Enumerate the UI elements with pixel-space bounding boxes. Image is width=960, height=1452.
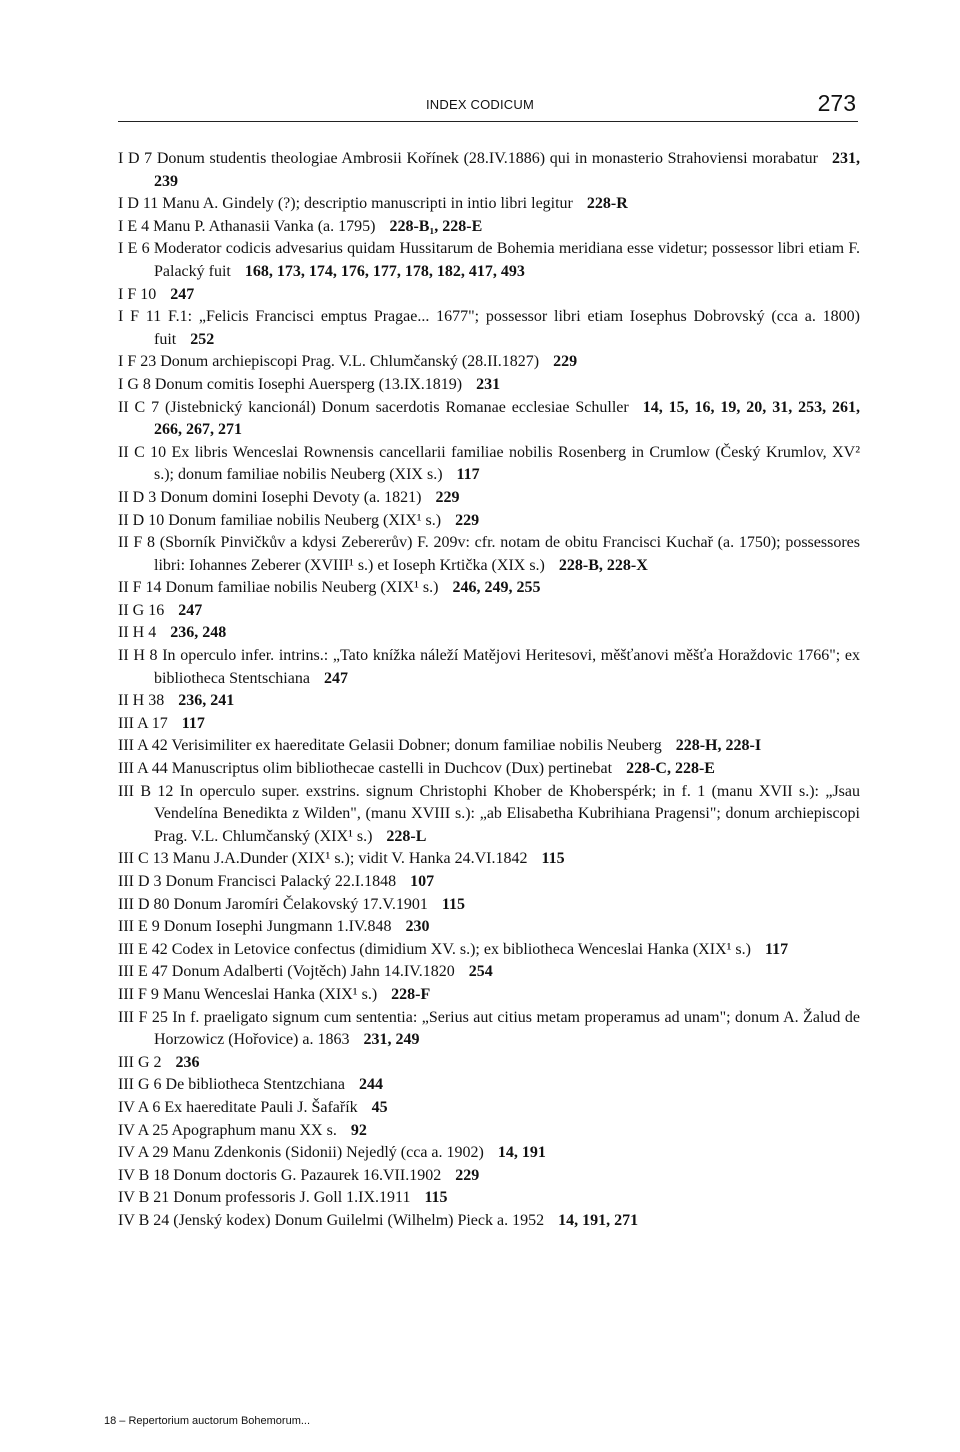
index-entry	[118, 781, 860, 849]
index-entry	[118, 442, 860, 487]
index-entry	[118, 645, 860, 690]
index-entry	[118, 193, 860, 216]
index-entry	[118, 306, 860, 351]
index-entry	[118, 1210, 860, 1233]
entry-text: I D 7 Donum studentis theologiae Ambrosii Kořínek (28.IV.1886) qui in monasterio Strahoviensi morabatur	[118, 150, 818, 167]
index-entry	[118, 916, 860, 939]
entry-pages: 107	[410, 873, 435, 890]
index-entry	[118, 894, 860, 917]
entry-pages: 231, 239	[154, 150, 860, 190]
entry-pages: 229	[553, 353, 578, 371]
index-entry	[118, 735, 860, 758]
entry-pages: 228-F	[391, 985, 431, 1003]
index-entry	[118, 577, 860, 600]
entry-text: I F 10	[118, 285, 157, 303]
index-entry	[118, 1052, 860, 1075]
entry-text: III G 6 De bibliotheca Stentzchiana	[118, 1076, 346, 1094]
entry-pages: 228-B₁, 228-E	[389, 217, 483, 235]
entry-text: III E 47 Donum Adalberti (Vojtěch) Jahn 14.IV.1820	[118, 963, 455, 981]
entry-pages: 246, 249, 255	[452, 579, 541, 597]
entry-text: IV B 18 Donum doctoris G. Pazaurek 16.VII.1902	[118, 1166, 442, 1184]
entry-text: III B 12 In operculo super. exstrins. signum Christophi Khober de Khoberspérk; in f. 1 (manu XVII s.): „Jsau Vendelína Benedikta z Wilden", (manu XVIII s.): „ab Elisabetha Kubrihiana Pragensi"; donum archiepiscopi Prag. V.L. Chlumčanský (XIX¹ s.)	[118, 782, 860, 845]
header-rule	[118, 121, 858, 122]
entry-pages: 230	[405, 918, 430, 936]
entry-pages: 115	[541, 850, 565, 868]
entry-pages: 247	[178, 601, 203, 619]
entry-text: II H 8 In operculo infer. intrins.: „Tato knížka náleží Matějovi Heritesovi, měšťanovi měšťa Horaždovic 1766"; ex bibliotheca Stentschiana	[118, 647, 860, 687]
entry-text: II D 10 Donum familiae nobilis Neuberg (XIX¹ s.)	[118, 511, 442, 529]
index-entry	[118, 1187, 860, 1210]
entry-pages: 229	[455, 1166, 480, 1184]
index-list	[118, 148, 860, 1233]
entry-text: III D 80 Donum Jaromíri Čelakovský 17.V.1901	[118, 895, 428, 913]
index-entry	[118, 1165, 860, 1188]
entry-text: III D 3 Donum Francisci Palacký 22.I.1848	[118, 873, 397, 890]
entry-text: III A 17	[118, 714, 168, 732]
entry-text: II D 3 Donum domini Iosephi Devoty (a. 1821)	[118, 488, 422, 506]
index-entry	[118, 848, 860, 871]
entry-text: IV A 29 Manu Zdenkonis (Sidonii) Nejedlý (cca a. 1902)	[118, 1144, 484, 1162]
entry-pages: 228-R	[586, 195, 628, 213]
entry-pages: 45	[371, 1098, 388, 1116]
index-entry	[118, 284, 860, 307]
entry-text: II F 8 (Sborník Pinvičkův a kdysi Zebererův) F. 209v: cfr. notam de obitu Francisci Kuchař (a. 1750); possessores libri: Iohannes Zeberer (XVIII¹ s.) et Ioseph Krtička (XIX s.)	[118, 534, 860, 574]
index-entry	[118, 984, 860, 1007]
entry-pages: 247	[323, 669, 348, 687]
entry-pages: 231	[476, 375, 501, 393]
entry-pages: 247	[170, 285, 195, 303]
running-header: INDEX CODICUM	[425, 97, 535, 112]
entry-text: III A 44 Manuscriptus olim bibliothecae castelli in Duchcov (Dux) pertinebat	[118, 760, 613, 778]
index-entry	[118, 1074, 860, 1097]
entry-pages: 92	[350, 1121, 367, 1139]
entry-text: II H 4	[118, 624, 157, 642]
entry-pages: 228-C, 228-E	[626, 760, 715, 778]
entry-pages: 117	[764, 940, 789, 958]
page-number: 273	[817, 90, 856, 116]
entry-pages: 228-H, 228-I	[675, 737, 762, 755]
entry-text: III F 25 In f. praeligato signum cum sententia: „Serius aut citius metam properamus ad unam"; donum A. Žalud de Horzowicz (Hořovice) a. 1863	[118, 1008, 860, 1049]
entry-pages: 254	[468, 963, 493, 981]
entry-pages: 236	[175, 1053, 200, 1071]
index-entry	[118, 758, 860, 781]
entry-text: II F 14 Donum familiae nobilis Neuberg (XIX¹ s.)	[118, 579, 439, 597]
entry-text: I G 8 Donum comitis Iosephi Auersperg (13.IX.1819)	[118, 375, 463, 393]
index-entry	[118, 238, 860, 283]
index-entry	[118, 374, 860, 397]
index-entry	[118, 351, 860, 374]
entry-text: I E 4 Manu P. Athanasii Vanka (a. 1795)	[118, 217, 376, 235]
entry-pages: 117	[181, 714, 205, 732]
entry-text: II G 16	[118, 601, 165, 619]
index-entry	[118, 216, 860, 239]
entry-pages: 231, 249	[363, 1031, 420, 1049]
entry-pages: 117	[456, 466, 480, 484]
entry-pages: 228-L	[386, 827, 427, 845]
entry-text: IV B 21 Donum professoris J. Goll 1.IX.1911	[118, 1189, 411, 1207]
entry-pages: 229	[455, 511, 480, 529]
footer-signature: 18 – Repertorium auctorum Bohemorum...	[104, 1415, 311, 1427]
index-entry	[118, 397, 860, 442]
entry-pages: 229	[435, 488, 460, 506]
entry-pages: 14, 191, 271	[558, 1211, 639, 1229]
entry-pages: 252	[190, 330, 215, 348]
index-entry	[118, 1142, 860, 1165]
entry-pages: 14, 15, 16, 19, 20, 31, 253, 261, 266, 267, 271	[154, 398, 860, 439]
index-entry	[118, 961, 860, 984]
entry-text: IV A 25 Apographum manu XX s.	[118, 1121, 337, 1139]
entry-pages: 14, 191	[497, 1144, 546, 1162]
entry-text: I D 11 Manu A. Gindely (?); descriptio manuscripti in intio libri legitur	[118, 195, 573, 213]
entry-pages: 168, 173, 174, 176, 177, 178, 182, 417, 493	[244, 262, 525, 280]
index-entry	[118, 148, 860, 193]
entry-pages: 115	[424, 1189, 448, 1207]
entry-pages: 244	[359, 1076, 384, 1094]
index-entry	[118, 690, 860, 713]
index-entry	[118, 622, 860, 645]
entry-text: II C 10 Ex libris Wenceslai Rownensis cancellarii familiae nobilis Rosenberg in Crumlow (Český Krumlov, XV² s.); donum familiae nobilis Neuberg (XIX s.)	[118, 443, 860, 484]
index-entry	[118, 939, 860, 962]
index-entry	[118, 1120, 860, 1143]
index-entry	[118, 1097, 860, 1120]
entry-text: III F 9 Manu Wenceslai Hanka (XIX¹ s.)	[118, 985, 378, 1003]
entry-pages: 236, 241	[178, 692, 235, 710]
entry-text: III G 2	[118, 1053, 162, 1071]
entry-pages: 115	[441, 895, 466, 913]
entry-text: II H 38	[118, 692, 165, 710]
entry-text: II C 7 (Jistebnický kancionál) Donum sacerdotis Romanae ecclesiae Schuller	[118, 398, 629, 416]
index-entry	[118, 487, 860, 510]
entry-text: IV A 6 Ex haereditate Pauli J. Šafařík	[118, 1098, 358, 1116]
index-entry	[118, 532, 860, 577]
entry-text: I F 11 F.1: „Felicis Francisci emptus Pragae... 1677"; possessor libri etiam Iosephus Dobrovský (cca a. 1800) fuit	[118, 308, 860, 348]
index-entry	[118, 713, 860, 736]
index-entry	[118, 600, 860, 623]
entry-text: I E 6 Moderator codicis advesarius quidam Hussitarum de Bohemia meridiana esse videtur; possessor libri etiam F. Palacký fuit	[118, 240, 860, 280]
index-entry	[118, 510, 860, 533]
entry-text: IV B 24 (Jenský kodex) Donum Guilelmi (Wilhelm) Pieck a. 1952	[118, 1211, 545, 1229]
entry-text: III A 42 Verisimiliter ex haereditate Gelasii Dobner; donum familiae nobilis Neuberg	[118, 737, 662, 755]
entry-text: I F 23 Donum archiepiscopi Prag. V.L. Chlumčanský (28.II.1827)	[118, 353, 540, 371]
entry-text: III E 42 Codex in Letovice confectus (dimidium XV. s.); ex bibliotheca Wenceslai Hanka (XIX¹ s.)	[118, 940, 751, 958]
entry-pages: 228-B, 228-X	[558, 556, 648, 574]
entry-text: III E 9 Donum Iosephi Jungmann 1.IV.848	[118, 918, 392, 936]
index-entry	[118, 1007, 860, 1052]
entry-text: III C 13 Manu J.A.Dunder (XIX¹ s.); vidit V. Hanka 24.VI.1842	[118, 850, 528, 868]
entry-pages: 236, 248	[170, 624, 227, 642]
index-entry	[118, 871, 860, 894]
